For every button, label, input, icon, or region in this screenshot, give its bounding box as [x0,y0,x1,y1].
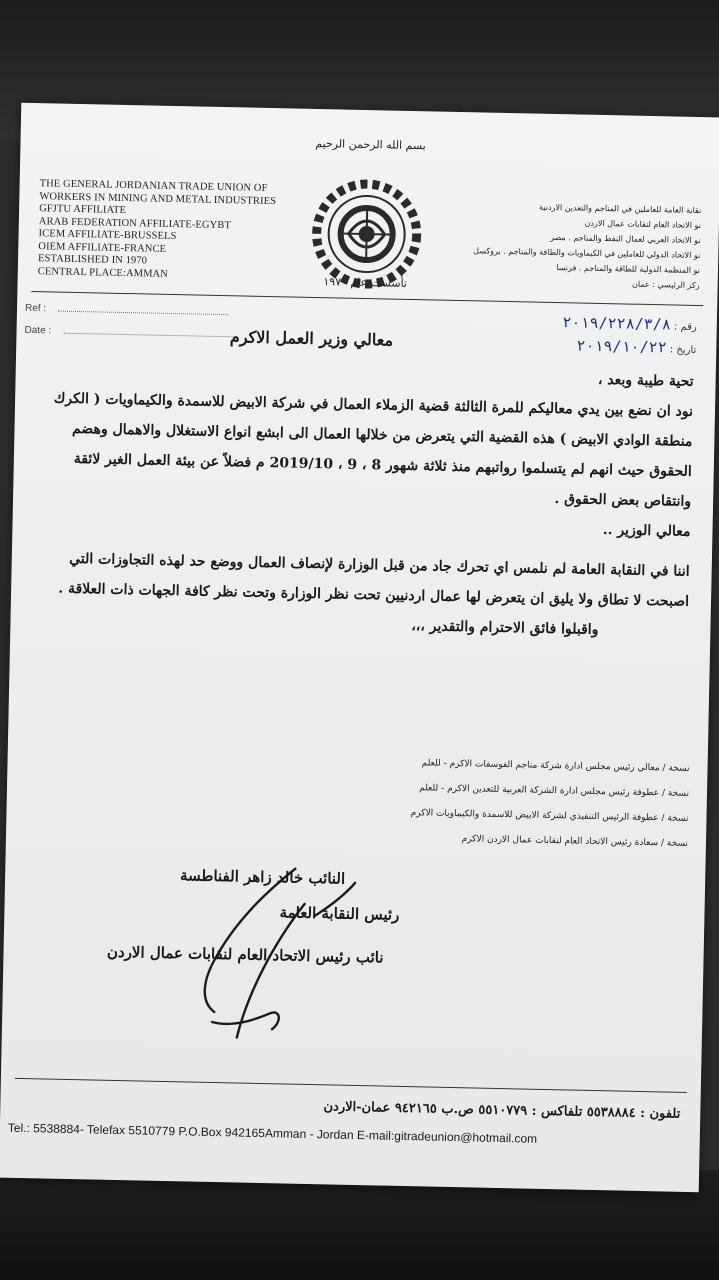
footer-contact-arabic: تلفون : ٥٥٣٨٨٨٤ تلفاكس : ٥٥١٠٧٧٩ ص.ب ٩٤٢١٦٥ عمان-الاردن [323,1099,681,1122]
signatory-title-2: نائب رئيس الاتحاد العام لنقابات عمال الاردن [106,942,384,967]
signatory-name: النائب خالد زاهر الفناطسة [179,866,346,888]
letterhead-english-line: ESTABLISHED IN 1970 [37,253,148,267]
union-logo-icon [309,177,423,291]
letterhead-english-line: ICEM AFFILIATE-BRUSSELS [38,228,177,243]
letter-page [0,103,719,1192]
footer-contact-english: Tel.: 5538884- Telefax 5510779 P.O.Box 942165Amman - Jordan E-mail:gitradeunion@hotmail.com [7,1120,538,1146]
letterhead-arabic-line: نو الاتحاد الدولي للعاملين في الكيماويات والطاقة والمناجم . بروكسل [473,246,701,261]
letterhead-english-line: ARAB FEDERATION AFFILIATE-EGYBT [38,215,232,231]
copy-line: نسخة / عطوفة الرئيس التنفيذي لشركة الابيض للاسمدة والكيماويات الاكرم [410,808,689,824]
letterhead-arabic [470,198,702,293]
closing: واقبلوا فائق الاحترام والتقدير ،،، [411,618,599,638]
letterhead-arabic-line: نو المنظمة الدولية للطاقة والمناجم . فرنسا [556,263,701,276]
greeting: تحية طيبة وبعد ، [597,371,694,390]
addressee: معالي وزير العمل الاكرم [229,327,394,350]
number-value: ٢٠١٩/٢٢٨/٣/٨ [562,313,672,334]
basmala: بسم الله الرحمن الرحيم [315,136,426,153]
date-label: Date : [24,324,52,337]
letterhead-english-line: THE GENERAL JORDANIAN TRADE UNION OF [39,178,268,194]
ref-dotted-line [58,311,228,316]
date-ar-value: ٢٠١٩/١٠/٢٢ [576,336,667,357]
salutation-minister: معالي الوزير .. [602,522,691,540]
reference-arabic [562,312,697,361]
letter-body [38,353,694,647]
paragraph-2: اننا في النقابة العامة لم نلمس اي تحرك جاد من قبل الوزارة لإنصاف العمال ووضع حد لهذه التجاوزات التي اصبحت لا تطاق ولا يليق ان يتعرض لها عمال اردنيين تحت نظر الوزارة وتحت نظر كافة الجهات ذات العلاقة . [58,550,690,610]
established-arabic: تأسست عام ١٩٧٠ [323,275,408,290]
number-label: رقم : [673,321,697,333]
letterhead-english-line: GFJTU AFFILIATE [39,203,127,217]
letterhead-arabic-line: نو الاتحاد العام لنقابات عمال الاردن [584,218,702,231]
copy-line: نسخة / عطوفة رئيس مجلس ادارة الشركة العربية للتعدين الاكرم - للعلم [419,783,690,799]
copy-line: نسخة / معالي رئيس مجلس ادارة شركة مناجم الفوسفات الاكرم - للعلم [421,758,690,774]
letterhead-english-line: WORKERS IN MINING AND METAL INDUSTRIES [39,190,277,207]
footer-divider [15,1078,687,1093]
letterhead-arabic-line: نو الاتحاد العربي لعمال النفط والمناجم . مصر [550,232,701,246]
header-divider [31,291,703,306]
letterhead-english-line: CENTRAL PLACE:AMMAN [37,265,169,280]
letterhead-english [38,178,330,284]
letterhead-arabic-line: نقابة العامة للعاملين في المناجم والتعدين الاردنية [538,202,702,216]
signatory-title-1: رئيس النقابة العامة [279,903,400,924]
copy-line: نسخة / سعادة رئيس الاتحاد العام لنقابات عمال الاردن الاكرم [461,834,689,849]
copies-list [248,748,690,857]
paragraph-1: نود ان نضع بين يدي معاليكم للمرة الثالثة قضية الزملاء العمال في شركة الابيض للاسمدة والكيماويات ( الكرك منطقة الوادي الابيض ) هذه القضية التي يتعرض من خلالها العمال الى ابشع انواع الاستغلال والاهمال وهضم الحقوق حيث انهم لم يتسلموا رواتبهم منذ ثلاثة شهور 8 ، 9 ، 2019/10 م فضلاً عن بيئة العمل الغير لائقة وانتقاص بعض الحقوق . [53,390,694,510]
letterhead-arabic-line: ركز الرئيسي : عمان [631,279,700,291]
ref-label: Ref : [24,302,47,315]
ref-field [25,303,228,318]
letterhead-english-line: OIEM AFFILIATE-FRANCE [38,240,167,255]
date-ar-label: تاريخ : [669,344,697,356]
